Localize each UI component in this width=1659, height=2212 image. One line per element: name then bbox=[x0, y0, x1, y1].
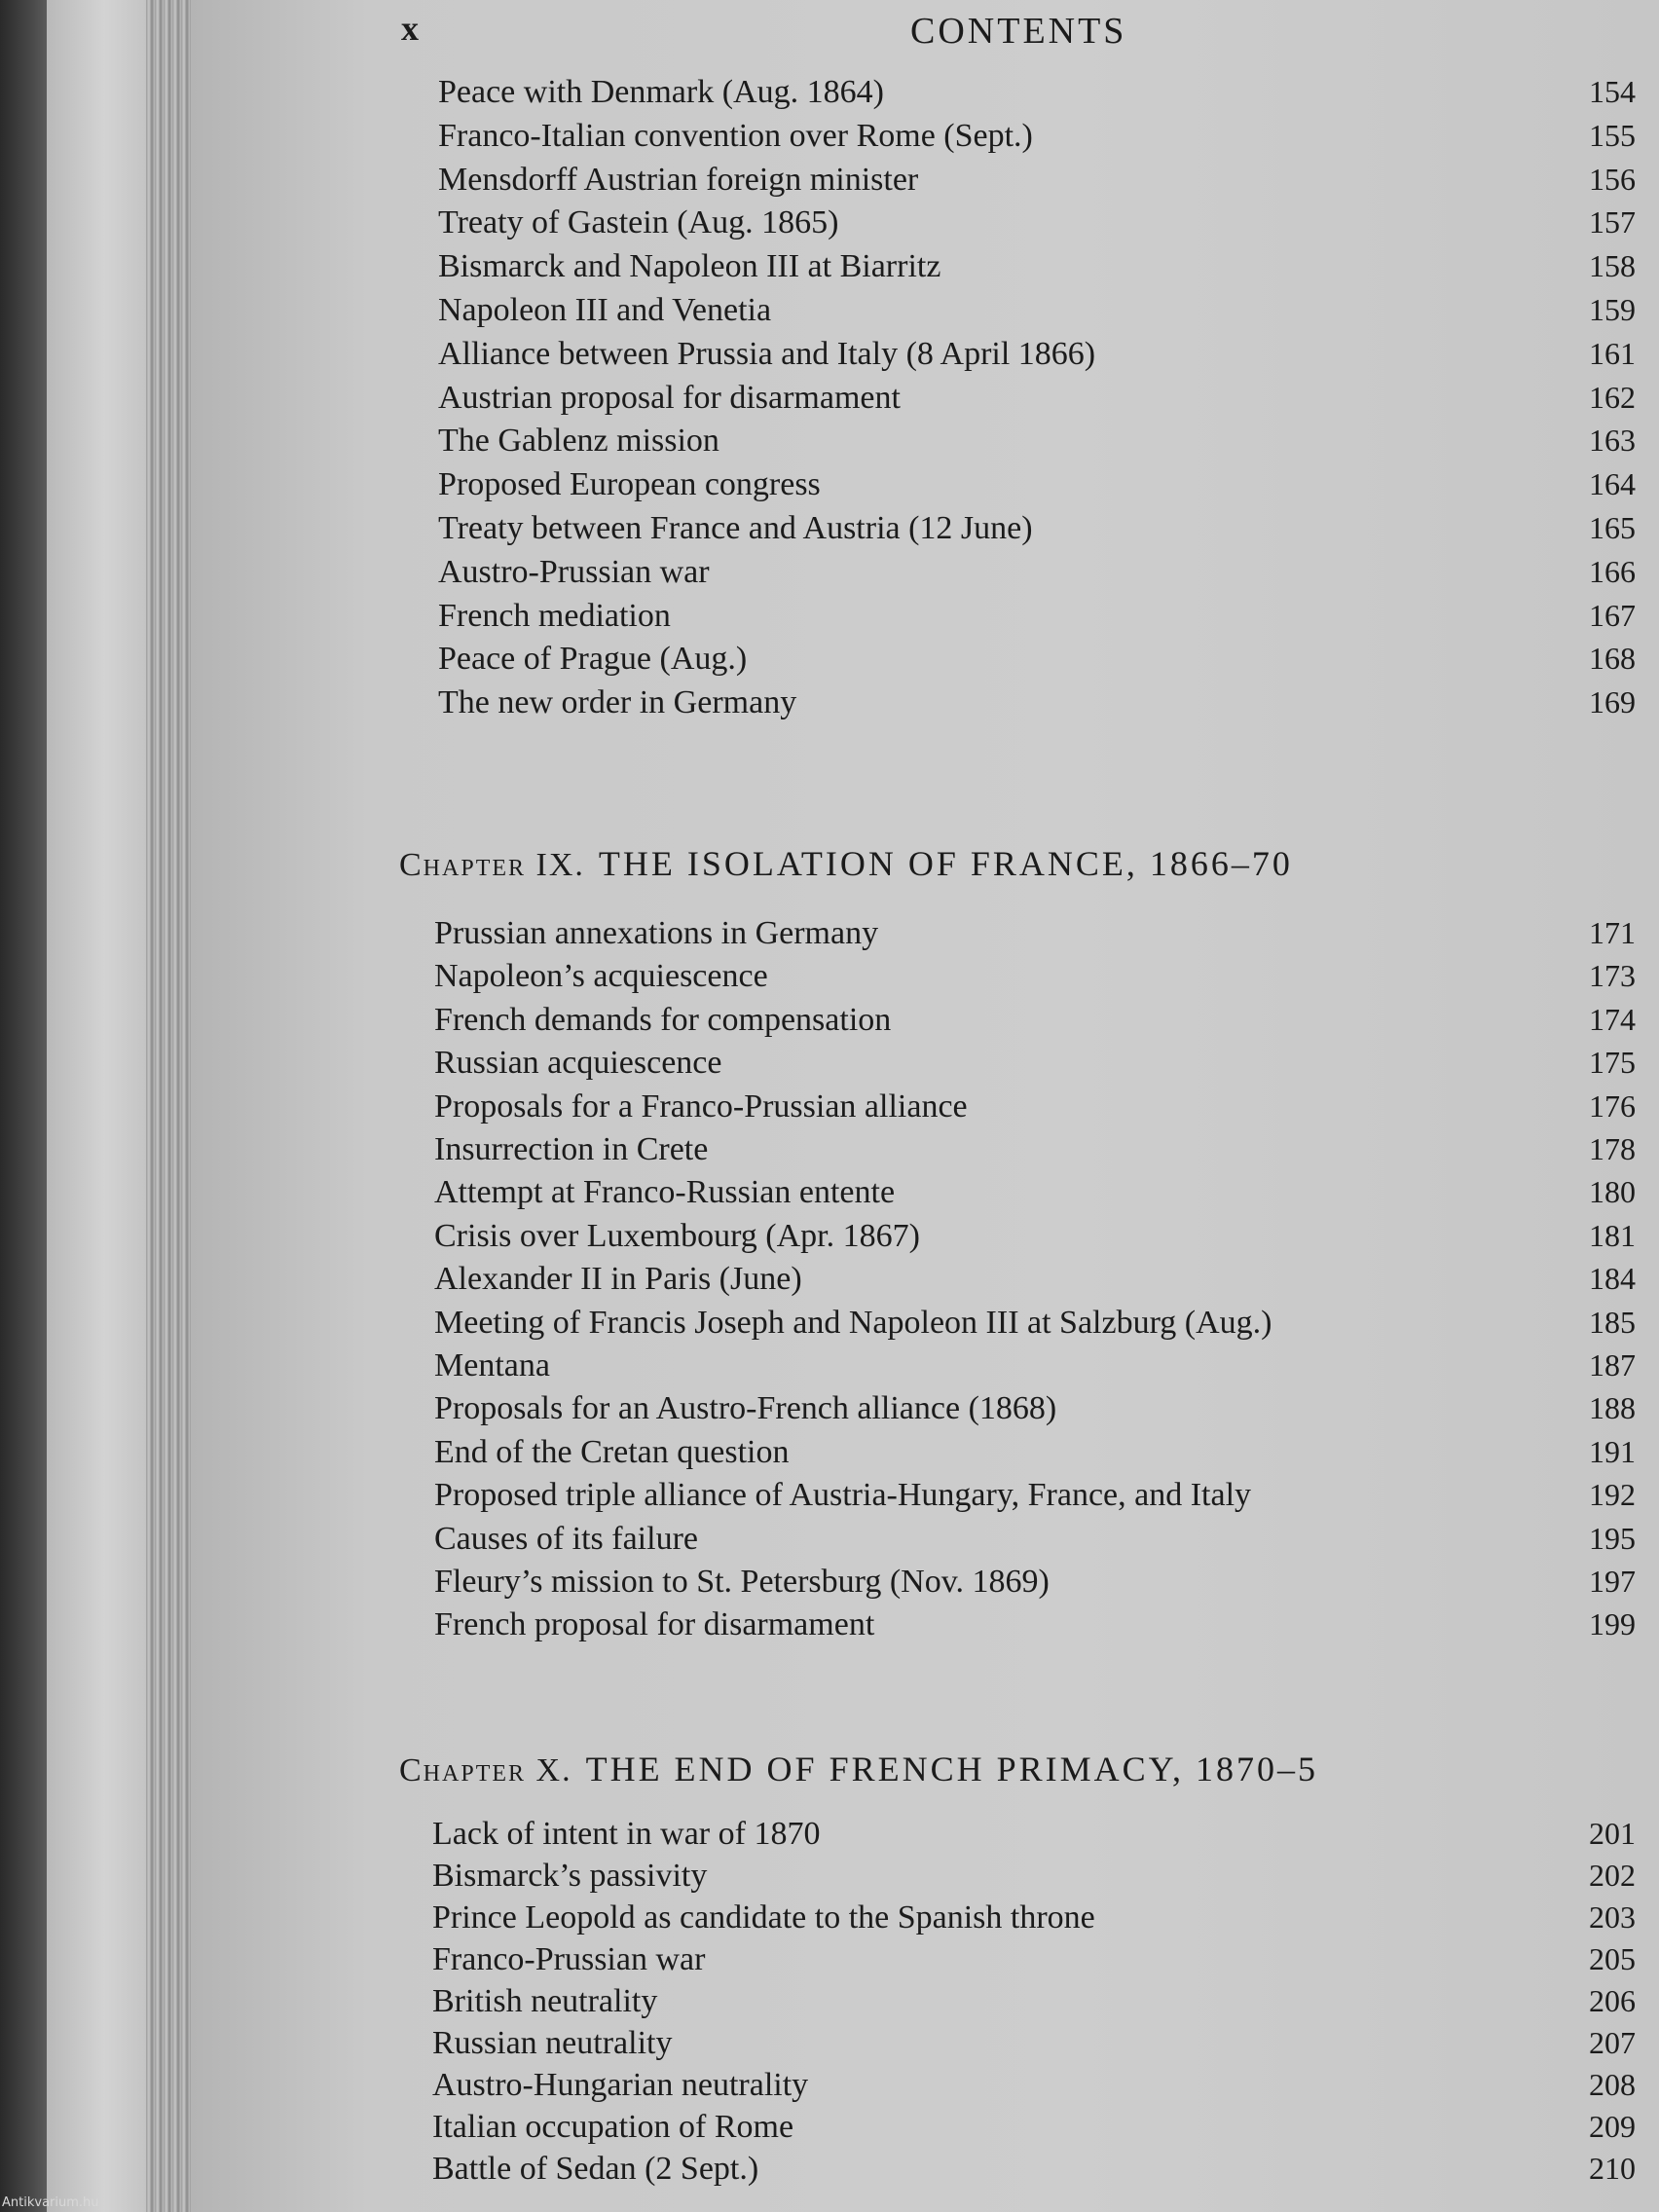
toc-entry-title: Franco-Italian convention over Rome (Sept.) bbox=[438, 117, 1033, 154]
toc-entry-title: French mediation bbox=[438, 597, 671, 634]
toc-entry-page: 205 bbox=[1589, 1941, 1636, 1976]
toc-entry-title: Proposals for a Franco-Prussian alliance bbox=[434, 1088, 968, 1124]
toc-entry-title: Russian neutrality bbox=[432, 2025, 673, 2061]
toc-entry bbox=[0, 915, 1659, 958]
toc-entry-page: 197 bbox=[1589, 1564, 1636, 1599]
toc-entry-page: 180 bbox=[1589, 1174, 1636, 1210]
toc-entry-page: 191 bbox=[1589, 1433, 1636, 1469]
toc-entry bbox=[0, 1521, 1659, 1564]
toc-entry-title: French demands for compensation bbox=[434, 1001, 892, 1038]
chapter-heading bbox=[399, 1749, 1318, 1789]
toc-entry bbox=[0, 2025, 1659, 2068]
toc-entry bbox=[0, 1816, 1659, 1859]
toc-entry bbox=[0, 1131, 1659, 1174]
toc-entry-title: Prince Leopold as candidate to the Spanish throne bbox=[432, 1899, 1095, 1936]
page-number: x bbox=[401, 9, 419, 48]
toc-entry-title: Fleury’s mission to St. Petersburg (Nov. 1869) bbox=[434, 1564, 1050, 1600]
chapter-heading bbox=[399, 843, 1293, 884]
toc-entry bbox=[0, 1477, 1659, 1520]
toc-entry-page: 178 bbox=[1589, 1131, 1636, 1166]
toc-entry-page: 154 bbox=[1589, 74, 1636, 109]
toc-entry bbox=[0, 1941, 1659, 1984]
toc-entry bbox=[0, 74, 1659, 117]
toc-entry-page: 169 bbox=[1589, 684, 1636, 720]
toc-entry bbox=[0, 1218, 1659, 1261]
toc-entry bbox=[0, 1088, 1659, 1131]
toc-entry-title: End of the Cretan question bbox=[434, 1433, 790, 1470]
toc-entry-title: Peace with Denmark (Aug. 1864) bbox=[438, 74, 884, 110]
toc-entry bbox=[0, 1390, 1659, 1433]
toc-entry-page: 208 bbox=[1589, 2067, 1636, 2102]
toc-entry bbox=[0, 2109, 1659, 2152]
toc-entry bbox=[0, 1305, 1659, 1347]
toc-entry-page: 155 bbox=[1589, 117, 1636, 153]
toc-entry-title: Treaty between France and Austria (12 June) bbox=[438, 510, 1033, 546]
toc-entry-title: Lack of intent in war of 1870 bbox=[432, 1816, 821, 1852]
toc-entry bbox=[0, 336, 1659, 379]
toc-entry-title: Russian acquiescence bbox=[434, 1045, 722, 1082]
toc-entry-page: 192 bbox=[1589, 1477, 1636, 1513]
toc-entry-page: 188 bbox=[1589, 1390, 1636, 1426]
toc-entry-page: 166 bbox=[1589, 553, 1636, 589]
toc-entry-page: 167 bbox=[1589, 597, 1636, 633]
toc-entry bbox=[0, 466, 1659, 509]
toc-entry-page: 185 bbox=[1589, 1304, 1636, 1340]
toc-entry-page: 165 bbox=[1589, 510, 1636, 545]
toc-entry bbox=[0, 248, 1659, 291]
toc-entry-page: 199 bbox=[1589, 1606, 1636, 1642]
watermark-text: Antikvarium.hu bbox=[2, 2195, 99, 2210]
toc-entry-title: Peace of Prague (Aug.) bbox=[438, 641, 748, 678]
toc-entry-title: Austro-Prussian war bbox=[438, 553, 710, 590]
toc-entry-title: The Gablenz mission bbox=[438, 423, 719, 460]
toc-entry-page: 206 bbox=[1589, 1983, 1636, 2018]
toc-entry-page: 195 bbox=[1589, 1520, 1636, 1556]
toc-entry-title: Prussian annexations in Germany bbox=[434, 915, 879, 951]
toc-entry-title: Causes of its failure bbox=[434, 1520, 698, 1557]
toc-entry-title: Battle of Sedan (2 Sept.) bbox=[432, 2151, 759, 2187]
toc-entry-page: 163 bbox=[1589, 423, 1636, 459]
toc-entry bbox=[0, 1347, 1659, 1390]
toc-entry-title: Alexander II in Paris (June) bbox=[434, 1261, 802, 1298]
toc-entry-title: Italian occupation of Rome bbox=[432, 2109, 794, 2145]
toc-entry-title: Alliance between Prussia and Italy (8 April 1866) bbox=[438, 335, 1096, 372]
toc-entry-page: 202 bbox=[1589, 1858, 1636, 1893]
toc-entry-page: 203 bbox=[1589, 1899, 1636, 1935]
toc-entry bbox=[0, 2151, 1659, 2194]
toc-entry bbox=[0, 1899, 1659, 1942]
toc-entry-title: Crisis over Luxembourg (Apr. 1867) bbox=[434, 1217, 920, 1254]
toc-entry bbox=[0, 380, 1659, 423]
toc-entry-title: Attempt at Franco-Russian entente bbox=[434, 1174, 896, 1211]
toc-entry bbox=[0, 204, 1659, 247]
toc-entry-title: Napoleon III and Venetia bbox=[438, 292, 772, 328]
chapter-label: Chapter X. bbox=[399, 1752, 572, 1788]
toc-entry-title: British neutrality bbox=[432, 1983, 658, 2019]
toc-entry-page: 201 bbox=[1589, 1816, 1636, 1851]
page-title: CONTENTS bbox=[910, 11, 1127, 52]
toc-entry-title: French proposal for disarmament bbox=[434, 1606, 875, 1643]
toc-entry-page: 174 bbox=[1589, 1001, 1636, 1037]
toc-entry-title: Mensdorff Austrian foreign minister bbox=[438, 161, 919, 198]
toc-entry bbox=[0, 1858, 1659, 1900]
toc-entry-page: 184 bbox=[1589, 1261, 1636, 1297]
toc-entry bbox=[0, 1606, 1659, 1649]
toc-entry-title: Proposals for an Austro-French alliance (1868) bbox=[434, 1390, 1057, 1427]
toc-entry-title: Austrian proposal for disarmament bbox=[438, 379, 901, 416]
toc-entry-page: 187 bbox=[1589, 1347, 1636, 1382]
toc-entry bbox=[0, 2067, 1659, 2110]
toc-entry-page: 159 bbox=[1589, 292, 1636, 327]
toc-entry bbox=[0, 1261, 1659, 1304]
toc-entry-title: Napoleon’s acquiescence bbox=[434, 958, 768, 995]
toc-entry bbox=[0, 162, 1659, 204]
toc-entry-page: 156 bbox=[1589, 161, 1636, 197]
toc-entry-title: Bismarck and Napoleon III at Biarritz bbox=[438, 248, 941, 285]
toc-entry bbox=[0, 1174, 1659, 1217]
toc-entry bbox=[0, 641, 1659, 683]
toc-entry-title: Treaty of Gastein (Aug. 1865) bbox=[438, 204, 839, 241]
toc-entry bbox=[0, 510, 1659, 553]
toc-entry-page: 207 bbox=[1589, 2025, 1636, 2060]
chapter-title: THE ISOLATION OF FRANCE, 1866–70 bbox=[598, 844, 1293, 883]
toc-entry bbox=[0, 1564, 1659, 1606]
toc-entry bbox=[0, 1045, 1659, 1088]
toc-entry-title: Proposed triple alliance of Austria-Hungary, France, and Italy bbox=[434, 1477, 1252, 1514]
toc-entry-page: 161 bbox=[1589, 335, 1636, 371]
toc-entry bbox=[0, 118, 1659, 161]
chapter-title: THE END OF FRENCH PRIMACY, 1870–5 bbox=[585, 1750, 1318, 1788]
toc-entry-title: Bismarck’s passivity bbox=[432, 1858, 708, 1894]
toc-entry bbox=[0, 958, 1659, 1001]
toc-entry-page: 164 bbox=[1589, 466, 1636, 502]
toc-entry-page: 176 bbox=[1589, 1088, 1636, 1124]
toc-entry-title: The new order in Germany bbox=[438, 684, 797, 721]
toc-entry-page: 209 bbox=[1589, 2109, 1636, 2144]
toc-entry bbox=[0, 292, 1659, 335]
toc-entry bbox=[0, 554, 1659, 597]
toc-entry-title: Proposed European congress bbox=[438, 466, 821, 503]
toc-entry-title: Meeting of Francis Joseph and Napoleon III at Salzburg (Aug.) bbox=[434, 1304, 1272, 1341]
toc-entry-page: 173 bbox=[1589, 958, 1636, 994]
toc-entry-page: 171 bbox=[1589, 915, 1636, 950]
toc-entry-page: 157 bbox=[1589, 204, 1636, 240]
toc-entry bbox=[0, 1434, 1659, 1477]
toc-entry-page: 158 bbox=[1589, 248, 1636, 284]
toc-entry bbox=[0, 684, 1659, 727]
toc-entry-title: Insurrection in Crete bbox=[434, 1131, 709, 1167]
toc-entry bbox=[0, 598, 1659, 641]
toc-entry-title: Austro-Hungarian neutrality bbox=[432, 2067, 809, 2103]
toc-entry bbox=[0, 1983, 1659, 2026]
toc-entry bbox=[0, 423, 1659, 465]
toc-entry bbox=[0, 1002, 1659, 1045]
chapter-label: Chapter IX. bbox=[399, 847, 585, 883]
toc-entry-page: 168 bbox=[1589, 641, 1636, 677]
toc-entry-page: 162 bbox=[1589, 379, 1636, 415]
toc-entry-page: 181 bbox=[1589, 1217, 1636, 1253]
toc-entry-title: Franco-Prussian war bbox=[432, 1941, 706, 1977]
toc-entry-page: 210 bbox=[1589, 2151, 1636, 2186]
toc-entry-page: 175 bbox=[1589, 1045, 1636, 1081]
toc-entry-title: Mentana bbox=[434, 1347, 550, 1383]
